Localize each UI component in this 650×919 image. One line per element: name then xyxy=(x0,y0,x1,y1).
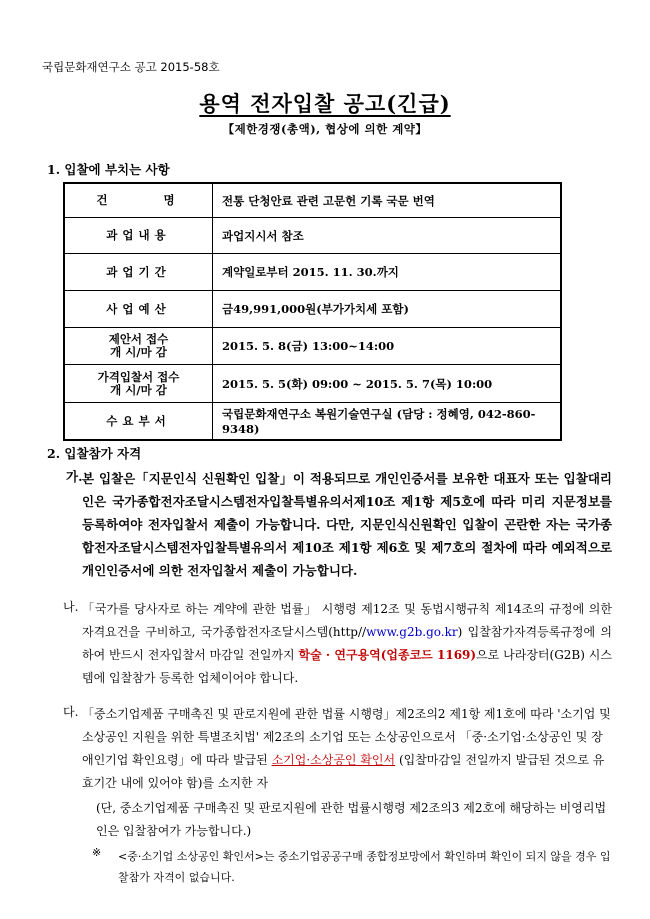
notice-number: 국립문화재연구소 공고 2015-58호 xyxy=(42,60,220,74)
contract-type-subtitle: 【제한경쟁(총액), 협상에 의한 계약】 xyxy=(222,122,428,136)
row-label: 건 명 xyxy=(64,183,213,218)
row-value: 금49,991,000원(부가가치세 포함) xyxy=(213,291,562,328)
item-b-text1: 「국가를 당사자로 하는 계약에 관한 법률」 시행령 제12조 및 동법시행규칙 제14조의 규정에 의한 자격요건을 구비하고, 국가종합전자조달시스템(http// xyxy=(82,602,612,639)
table-row xyxy=(64,365,561,403)
item-c-text2: (입찰마감일 전일까지 발급된 것으로 유효기간 내에 있어야 함)를 소지한 자 xyxy=(82,753,605,790)
row-label-line2: 개 시/마 감 xyxy=(110,382,167,397)
row-value: 과업지시서 참조 xyxy=(213,218,562,254)
item-a-marker: 가. xyxy=(66,469,83,484)
row-value: 계약일로부터 2015. 11. 30.까지 xyxy=(213,254,562,291)
item-c-paragraph xyxy=(82,703,612,795)
g2b-link[interactable]: www.g2b.go.kr xyxy=(366,625,458,639)
item-b-text3: 으로 나라장터(G2B) 시스템에 입찰참가 등록한 업체이어야 합니다. xyxy=(82,648,612,685)
row-label: 사업예산 xyxy=(64,291,213,328)
document-title xyxy=(0,88,650,118)
item-d-text: (단, 중소기업제품 구매촉진 및 판로지원에 관한 법률시행령 제2조의3 제2호에 해당하는 비영리법인은 입찰참여가 가능합니다.) xyxy=(96,801,607,838)
table-row xyxy=(64,328,561,365)
item-a-text: 본 입찰은「지문인식 신원확인 입찰」이 적용되므로 개인인증서를 보유한 대표자 또는 입찰대리인은 국가종합전자조달시스템전자입찰특별유의서제10조 제1항 제5호에 따라 미리 지문정보를 등록하여야 전자입찰서 제출이 가능합니다. 다만, 지문인식신원확인 입찰이 곤란한 자는 국가종합전자조달시스템전자입찰특별유의서 제10조 제1항 제6호 및 제7호의 절차에 따라 예외적으로 개인인증서에 의한 전자입찰서 제출이 가능합니다. xyxy=(82,471,612,578)
item-c-highlight: 소기업·소상공인 확인서 xyxy=(271,753,396,767)
row-label-line1: 가격입찰서 접수 xyxy=(97,369,180,384)
item-b-marker: 나. xyxy=(63,600,79,614)
item-b-highlight: 학술 · 연구용역(업종코드 1169) xyxy=(298,648,477,662)
row-value: 전통 단청안료 관련 고문헌 기록 국문 번역 xyxy=(213,183,562,218)
table-row xyxy=(64,254,561,291)
note-text: <중·소기업 소상공인 확인서>는 중소기업공공구매 종합정보망에서 확인하며 확인이 되지 않을 경우 입찰참가 자격이 없습니다. xyxy=(118,850,611,884)
row-label-line2: 개 시/마 감 xyxy=(110,345,167,359)
row-value: 국립문화재연구소 복원기술연구실 (담당 : 정혜영, 042-860-9348) xyxy=(213,403,562,441)
table-row xyxy=(64,218,561,254)
row-label-line1: 제안서 접수 xyxy=(108,332,169,346)
item-b-paragraph xyxy=(82,598,612,690)
row-label: 과업기간 xyxy=(64,254,213,291)
row-label xyxy=(64,365,213,403)
row-label: 수요부서 xyxy=(64,403,213,441)
document-title-text: 용역 전자입찰 공고(긴급) xyxy=(199,91,451,116)
section2-heading: 2. 입찰참가 자격 xyxy=(47,446,142,461)
table-row xyxy=(64,291,561,328)
note-marker: ※ xyxy=(92,846,102,859)
section1-heading: 1. 입찰에 부치는 사항 xyxy=(47,162,170,177)
bid-info-table xyxy=(63,182,562,441)
item-c-text1: 「중소기업제품 구매촉진 및 판로지원에 관한 법률 시행령」제2조의2 제1항 제1호에 따라 '소기업 및 소상공인 지원을 위한 특별조치법' 제2조의 소기업 또는 소상공인으로서 「중·소기업·소상공인 및 장애인기업 확인요령」에 따라 발급된 xyxy=(82,707,611,767)
item-b-text2: ) 입찰참가자격등록규정에 의하여 반드시 전자입찰서 마감일 전일까지 xyxy=(82,625,613,662)
row-value: 2015. 5. 8(금) 13:00~14:00 xyxy=(213,328,562,365)
table-row xyxy=(64,183,561,218)
table-row xyxy=(64,403,561,441)
row-label xyxy=(64,328,213,365)
row-label: 과업내용 xyxy=(64,218,213,254)
row-value: 2015. 5. 5(화) 09:00 ~ 2015. 5. 7(목) 10:00 xyxy=(213,365,562,403)
item-c-marker: 다. xyxy=(63,705,79,719)
